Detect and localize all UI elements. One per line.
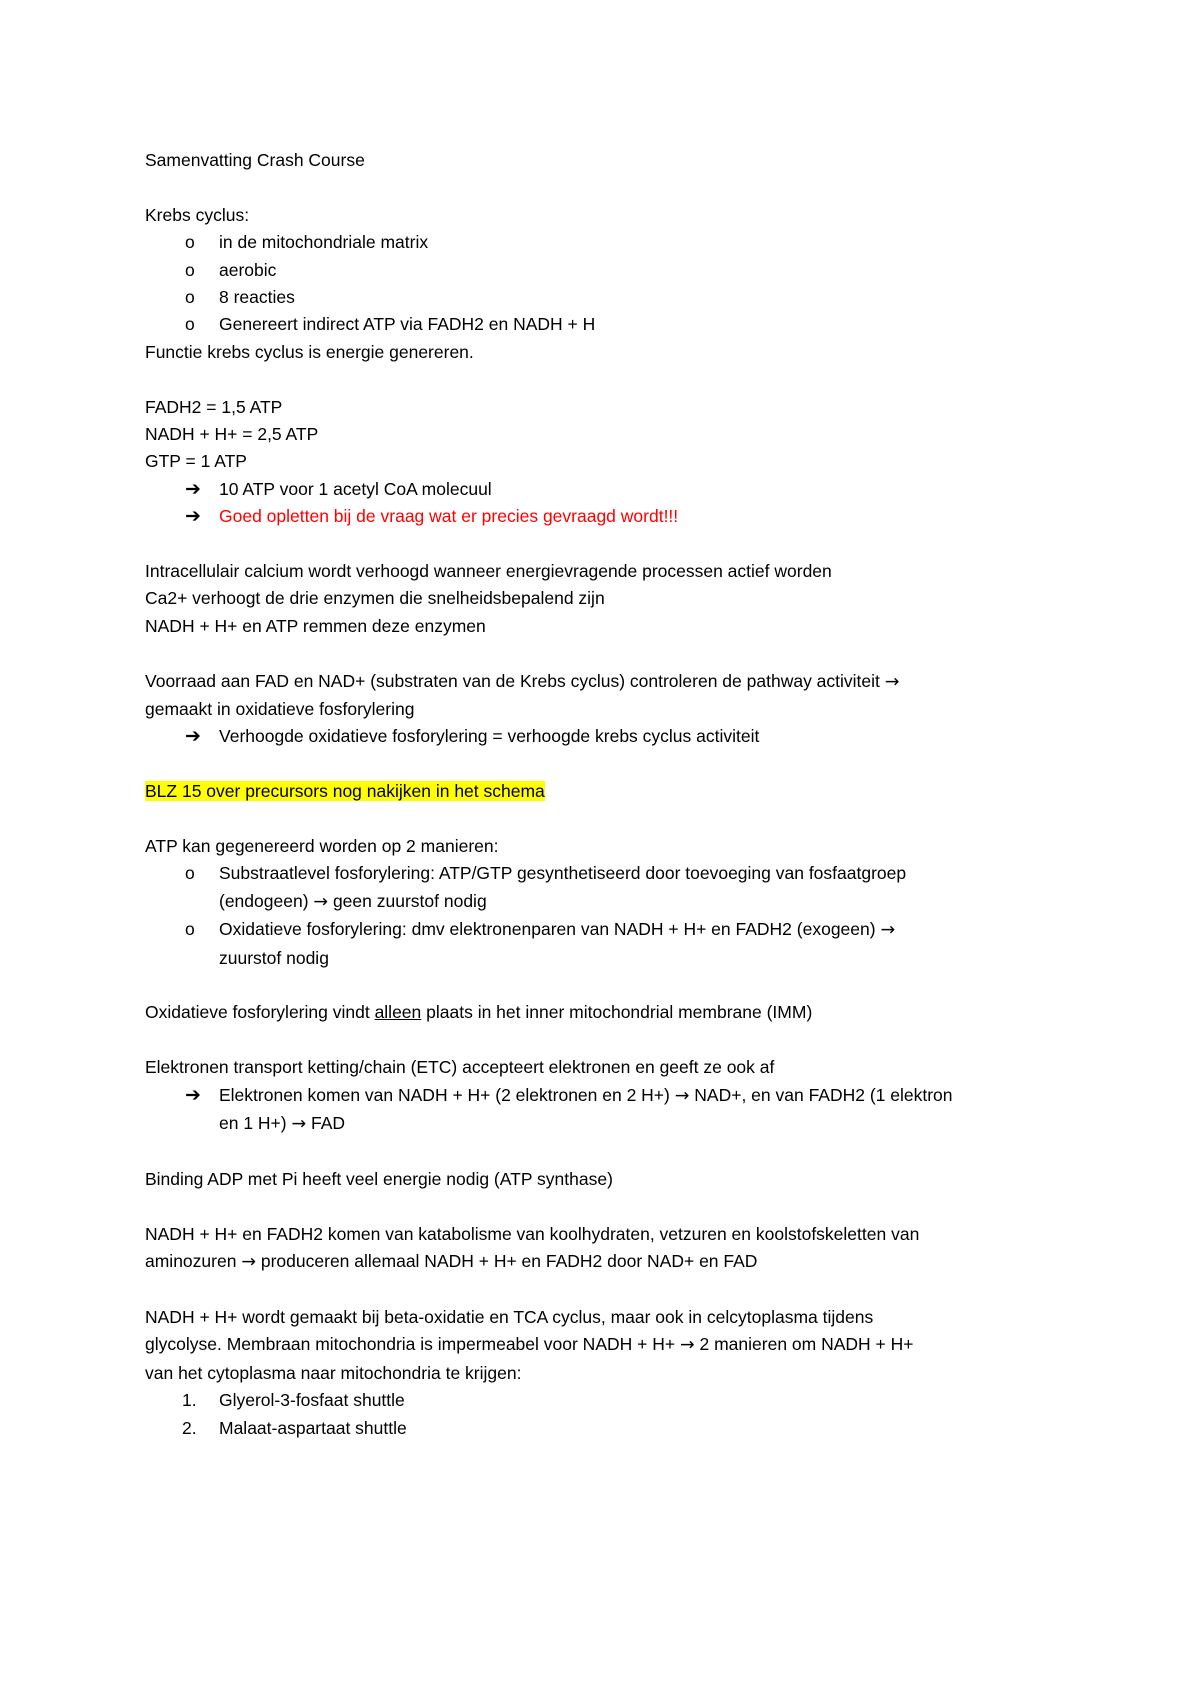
spacer [145, 1193, 1075, 1220]
calcium-line: NADH + H+ en ATP remmen deze enzymen [145, 615, 486, 636]
krebs-bullet-text: in de mitochondriale matrix [219, 232, 429, 253]
atp-generation-heading: ATP kan gegenereerd worden op 2 manieren: [145, 836, 499, 857]
shuttle-text-part: 2 manieren om NADH + H+ [699, 1334, 914, 1355]
numbered-item [145, 1415, 1075, 1442]
etc-item-text [219, 1082, 1075, 1110]
right-arrow-icon: → [679, 1335, 695, 1356]
atp-value-line: GTP = 1 ATP [145, 451, 247, 472]
document-body [145, 147, 1075, 1442]
generation-text: zuurstof nodig [219, 947, 329, 968]
right-arrow-icon: → [241, 1252, 256, 1273]
calcium-line: Ca2+ verhoogt de drie enzymen die snelheidsbepalend zijn [145, 588, 605, 609]
shuttle-text-part: glycolyse. Membraan mitochondria is impermeabel voor NADH + H+ [145, 1334, 676, 1355]
bullet-marker: o [185, 863, 195, 884]
arrow-icon: ➔ [185, 505, 201, 528]
arrow-item [145, 723, 1075, 750]
shuttle-name: Malaat-aspartaat shuttle [219, 1417, 407, 1438]
warning-text: Goed opletten bij de vraag wat er precies gevraagd wordt!!! [219, 506, 679, 527]
spacer [145, 174, 1075, 201]
arrow-icon: ➔ [185, 1083, 201, 1106]
right-arrow-icon: → [291, 1114, 307, 1135]
warning-item [145, 503, 1075, 530]
supply-line: gemaakt in oxidatieve fosforylering [145, 699, 415, 720]
shuttle-line: NADH + H+ wordt gemaakt bij beta-oxidatie en TCA cyclus, maar ook in celcytoplasma tijdens [145, 1306, 874, 1327]
item-number: 1. [182, 1390, 197, 1411]
etc-text-part: en 1 H+) [219, 1113, 287, 1134]
catabolism-text-part: aminozuren [145, 1251, 237, 1272]
right-arrow-icon: → [880, 920, 896, 941]
krebs-bullet-text: Genereert indirect ATP via FADH2 en NADH + H [219, 314, 596, 335]
bullet-marker: o [185, 314, 195, 335]
etc-text-part: FAD [311, 1113, 346, 1134]
oxphos-text: plaats in het inner mitochondrial membrane (IMM) [421, 1002, 813, 1023]
etc-line: Elektronen transport ketting/chain (ETC) accepteert elektronen en geeft ze ook af [145, 1057, 775, 1078]
spacer [145, 751, 1075, 778]
shuttle-name: Glyerol-3-fosfaat shuttle [219, 1390, 405, 1411]
underlined-word: alleen [374, 1002, 422, 1023]
arrow-item-text: Verhoogde oxidatieve fosforylering = verhoogde krebs cyclus activiteit [219, 726, 760, 747]
spacer [145, 366, 1075, 393]
bullet-marker: o [185, 919, 195, 940]
generation-text: Substraatlevel fosforylering: ATP/GTP gesynthetiseerd door toevoeging van fosfaatgroep [219, 863, 907, 884]
atp-value-line: FADH2 = 1,5 ATP [145, 396, 283, 417]
arrow-item [145, 1082, 1075, 1139]
krebs-bullet-text: 8 reacties [219, 287, 295, 308]
spacer [145, 806, 1075, 833]
krebs-bullet [145, 311, 1075, 338]
arrow-item [145, 476, 1075, 503]
krebs-bullet-text: aerobic [219, 259, 277, 280]
etc-item-text [219, 1110, 1075, 1138]
numbered-item [145, 1387, 1075, 1414]
highlighted-note: BLZ 15 over precursors nog nakijken in het schema [145, 781, 545, 802]
arrow-icon: ➔ [185, 477, 201, 500]
document-title: Samenvatting Crash Course [145, 150, 365, 170]
spacer [145, 1139, 1075, 1166]
shuttle-line [145, 1331, 1075, 1359]
etc-text-part: NAD+, en van FADH2 (1 elektron [694, 1084, 953, 1105]
spacer [145, 640, 1075, 667]
krebs-bullet [145, 284, 1075, 311]
right-arrow-icon: → [884, 671, 900, 692]
calcium-line: Intracellulair calcium wordt verhoogd wanneer energievragende processen actief worden [145, 561, 832, 582]
krebs-heading: Krebs cyclus: [145, 204, 250, 225]
krebs-function: Functie krebs cyclus is energie genereren. [145, 341, 474, 362]
catabolism-text-part: produceren allemaal NADH + H+ en FADH2 door NAD+ en FAD [260, 1251, 758, 1272]
generation-text-part: (endogeen) [219, 890, 309, 911]
bullet-marker: o [185, 259, 195, 280]
bullet-marker: o [185, 232, 195, 253]
supply-line [145, 668, 1075, 696]
spacer [145, 1027, 1075, 1054]
catabolism-line: NADH + H+ en FADH2 komen van katabolisme van koolhydraten, vetzuren en koolstofskeletten van [145, 1223, 920, 1244]
spacer [145, 972, 1075, 999]
generation-bullet [145, 860, 1075, 916]
binding-line: Binding ADP met Pi heeft veel energie nodig (ATP synthase) [145, 1168, 613, 1189]
krebs-bullet [145, 257, 1075, 284]
krebs-bullet [145, 229, 1075, 256]
oxphos-line [145, 999, 1075, 1026]
catabolism-line [145, 1248, 1075, 1276]
oxphos-text: Oxidatieve fosforylering vindt [145, 1002, 375, 1023]
generation-text-part: Oxidatieve fosforylering: dmv elektronenparen van NADH + H+ en FADH2 (exogeen) [219, 919, 876, 940]
generation-text [219, 888, 1075, 916]
arrow-icon: ➔ [185, 725, 201, 748]
spacer [145, 531, 1075, 558]
generation-text-part: geen zuurstof nodig [332, 890, 487, 911]
etc-text-part: Elektronen komen van NADH + H+ (2 elektronen en 2 H+) [219, 1084, 670, 1105]
highlight-line [145, 778, 1075, 805]
atp-value-line: NADH + H+ = 2,5 ATP [145, 424, 319, 445]
generation-text [219, 916, 1075, 944]
right-arrow-icon: → [674, 1085, 690, 1106]
item-number: 2. [182, 1417, 197, 1438]
arrow-item-text: 10 ATP voor 1 acetyl CoA molecuul [219, 478, 492, 499]
generation-bullet [145, 916, 1075, 972]
supply-text: Voorraad aan FAD en NAD+ (substraten van de Krebs cyclus) controleren de pathway activiteit [145, 670, 880, 691]
right-arrow-icon: → [313, 891, 329, 912]
shuttle-line: van het cytoplasma naar mitochondria te krijgen: [145, 1362, 522, 1383]
spacer [145, 1277, 1075, 1304]
bullet-marker: o [185, 287, 195, 308]
